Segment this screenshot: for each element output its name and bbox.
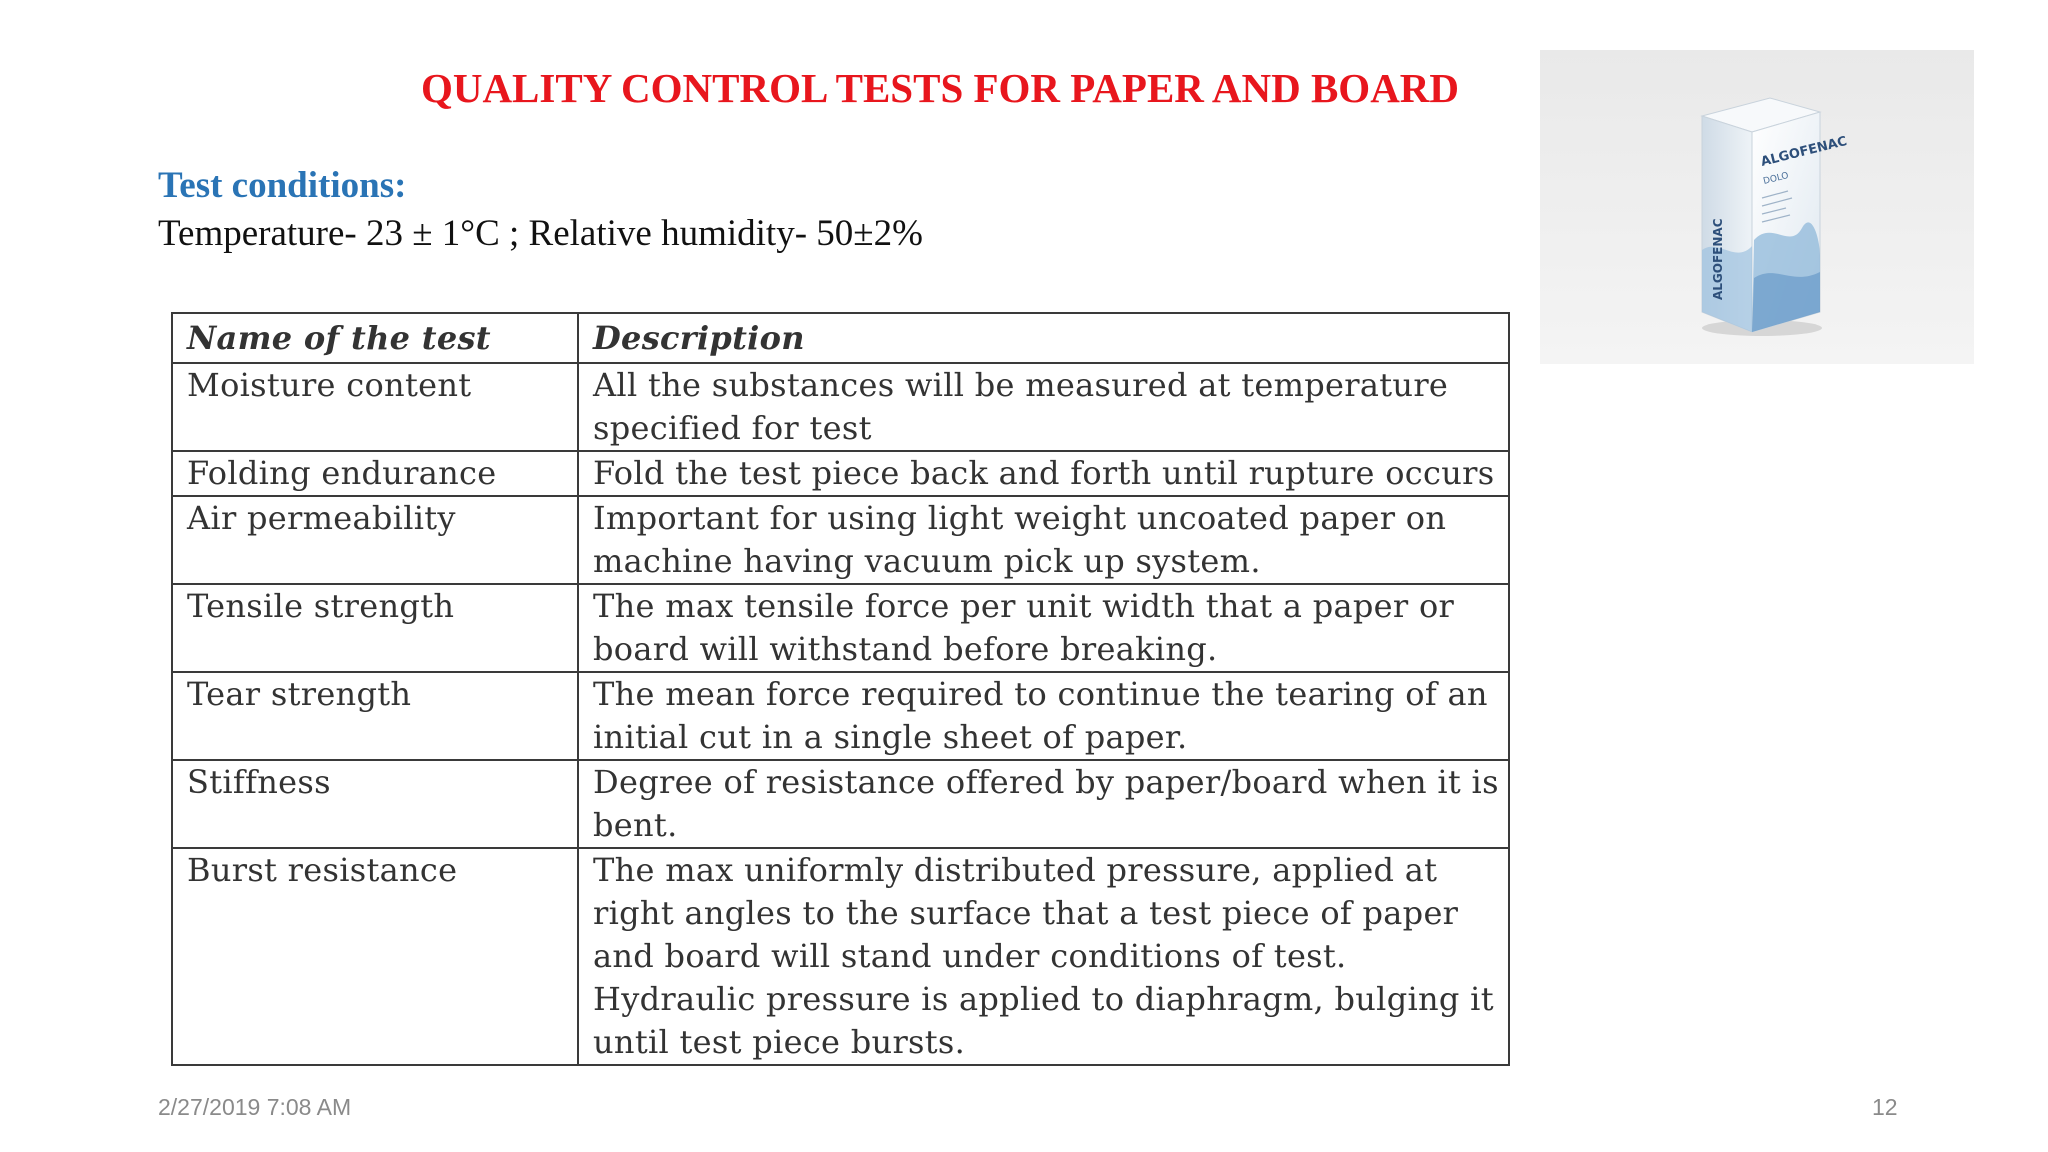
table-row (172, 363, 1509, 451)
table-row (172, 760, 1509, 848)
test-description-cell: Important for using light weight uncoated paper on machine having vacuum pick up system. (578, 496, 1509, 584)
test-name-cell: Air permeability (172, 496, 578, 584)
test-description-cell: Fold the test piece back and forth until rupture occurs (578, 451, 1509, 496)
table-row (172, 451, 1509, 496)
medicine-box-illustration (1540, 50, 1974, 364)
page-number: 12 (1872, 1094, 1898, 1120)
footer-date: 2/27/2019 7:08 AM (158, 1094, 352, 1120)
test-description-cell: The max uniformly distributed pressure, applied at right angles to the surface that a test piece of paper and board will stand under conditions of test. Hydraulic pressure is applied to diaphragm, bulging it until test piece bursts. (578, 848, 1509, 1065)
test-name-cell: Tensile strength (172, 584, 578, 672)
product-subtitle-text: DOLO (1762, 170, 1790, 187)
test-name-cell: Burst resistance (172, 848, 578, 1065)
test-conditions-heading: Test conditions: (158, 165, 407, 206)
table-row (172, 848, 1509, 1065)
product-brand-text: ALGOFENAC (1759, 133, 1849, 170)
product-image (1540, 50, 1974, 364)
header-name-of-test: Name of the test (172, 313, 578, 363)
test-description-cell: The mean force required to continue the tearing of an initial cut in a single sheet of paper. (578, 672, 1509, 760)
test-conditions-text: Temperature- 23 ± 1°C ; Relative humidity- 50±2% (158, 213, 923, 254)
test-description-cell: Degree of resistance offered by paper/board when it is bent. (578, 760, 1509, 848)
table-row (172, 496, 1509, 584)
test-description-cell: All the substances will be measured at temperature specified for test (578, 363, 1509, 451)
test-description-cell: The max tensile force per unit width that a paper or board will withstand before breaking. (578, 584, 1509, 672)
table-row (172, 672, 1509, 760)
slide-title: QUALITY CONTROL TESTS FOR PAPER AND BOARD (420, 65, 1460, 111)
table-row (172, 584, 1509, 672)
header-description: Description (578, 313, 1509, 363)
quality-tests-table (171, 312, 1510, 1066)
test-name-cell: Tear strength (172, 672, 578, 760)
test-name-cell: Folding endurance (172, 451, 578, 496)
test-name-cell: Stiffness (172, 760, 578, 848)
table-header-row (172, 313, 1509, 363)
test-name-cell: Moisture content (172, 363, 578, 451)
svg-text:ALGOFENAC: ALGOFENAC (1711, 218, 1725, 300)
